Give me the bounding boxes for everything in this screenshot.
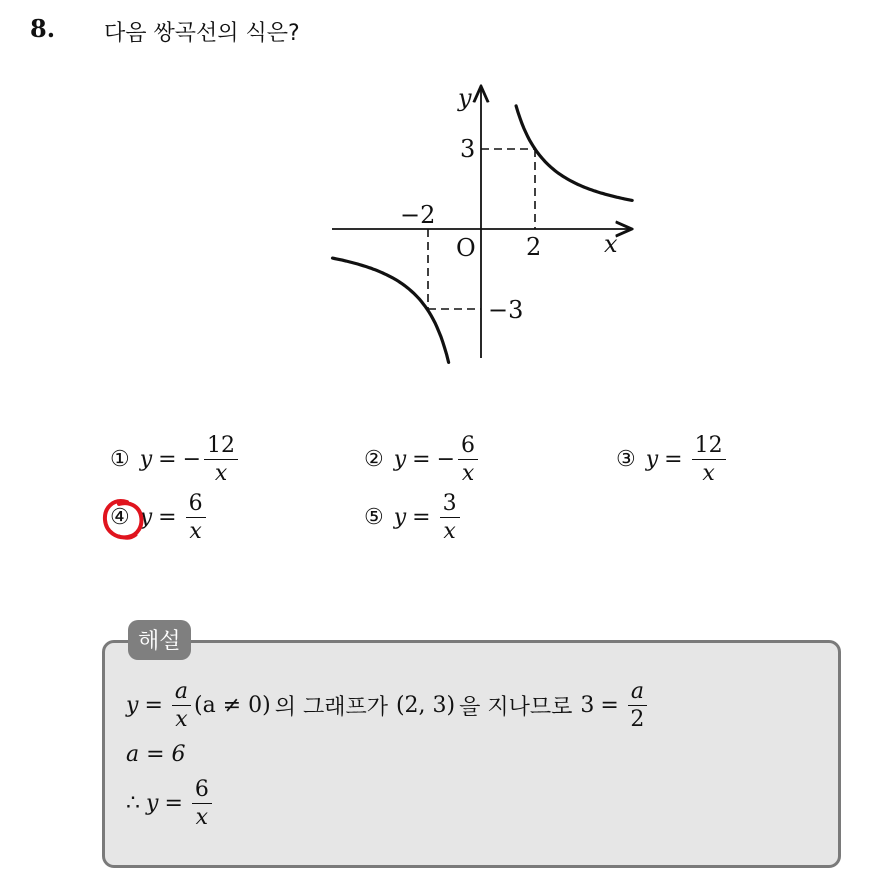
choice-5[interactable]: [364, 492, 463, 543]
equals-sign: =: [164, 791, 183, 817]
fraction: [204, 434, 238, 485]
fraction-denominator: x: [214, 461, 228, 487]
equals-sign: =: [158, 505, 177, 531]
equals-sign: =: [412, 447, 431, 473]
fraction-numerator: 12: [204, 434, 238, 460]
fraction-denominator: x: [461, 461, 475, 487]
fraction-numerator: 6: [458, 434, 478, 460]
fraction-numerator: a: [172, 680, 191, 706]
question-text: 다음 쌍곡선의 식은?: [104, 21, 300, 46]
solution-line-1: [126, 680, 650, 731]
choice-number: ②: [364, 447, 384, 473]
minus-sign: −: [436, 447, 456, 473]
origin-label: O: [456, 234, 476, 262]
choice-number: ⑤: [364, 505, 384, 531]
question-number: 8.: [30, 14, 56, 43]
solution-line-2: a = 6: [126, 742, 186, 767]
fraction: [440, 492, 460, 543]
sol-text-2: 을 지나므로: [459, 695, 573, 721]
fraction: [186, 492, 206, 543]
fraction: [458, 434, 478, 485]
minus-sign: −: [182, 447, 202, 473]
choice-number: ③: [616, 447, 636, 473]
equals-sign: =: [412, 505, 431, 531]
choice-number: ①: [110, 447, 130, 473]
fraction-denominator: x: [189, 519, 202, 545]
fraction-denominator: x: [702, 461, 715, 487]
equals-sign: =: [144, 693, 163, 719]
fraction-numerator: 6: [192, 778, 212, 804]
equals-sign: =: [158, 447, 177, 473]
choice-2[interactable]: [364, 434, 481, 485]
fraction: [172, 680, 191, 731]
choice-lhs: y: [393, 505, 407, 531]
rhs-value: 3: [580, 693, 595, 719]
fraction: [628, 680, 647, 731]
tick-label-neg3: −3: [488, 296, 524, 324]
tick-label-neg2: −2: [400, 201, 436, 229]
point: (2, 3): [395, 693, 456, 719]
fraction: [692, 434, 726, 485]
solution-tag: 해설: [128, 620, 191, 660]
sol-lhs: y: [126, 693, 139, 719]
sol-text: 의 그래프가: [274, 695, 388, 721]
fraction: [192, 778, 212, 829]
choice-1[interactable]: [110, 434, 241, 485]
choice-lhs: y: [645, 447, 659, 473]
solution-box: [102, 640, 841, 868]
hyperbola-branch-positive: [516, 106, 632, 200]
x-axis-label: x: [604, 230, 618, 258]
choice-lhs: y: [393, 447, 407, 473]
answer-circle-mark: [101, 496, 145, 542]
solution-line-3: [126, 778, 215, 829]
fraction-numerator: 6: [186, 492, 206, 518]
therefore-sign: ∴: [126, 791, 140, 817]
fraction-denominator: x: [443, 519, 456, 545]
fraction-numerator: a: [628, 680, 647, 706]
choice-number: ④: [110, 505, 130, 531]
fraction-numerator: 12: [692, 434, 726, 460]
choice-lhs: y: [139, 447, 153, 473]
condition: (a ≠ 0): [194, 693, 271, 719]
equals-sign: =: [600, 693, 619, 719]
sol-lhs: y: [146, 791, 159, 817]
y-axis-label: y: [458, 84, 472, 112]
choice-lhs: y: [139, 505, 153, 531]
fraction-denominator: 2: [630, 707, 645, 733]
tick-label-3: 3: [460, 135, 476, 163]
choice-3[interactable]: [616, 434, 729, 485]
tick-label-2: 2: [526, 233, 542, 261]
equals-sign: =: [664, 447, 683, 473]
fraction-denominator: x: [175, 707, 188, 733]
fraction-denominator: x: [195, 805, 209, 831]
hyperbola-branch-negative: [333, 258, 449, 362]
fraction-numerator: 3: [440, 492, 460, 518]
